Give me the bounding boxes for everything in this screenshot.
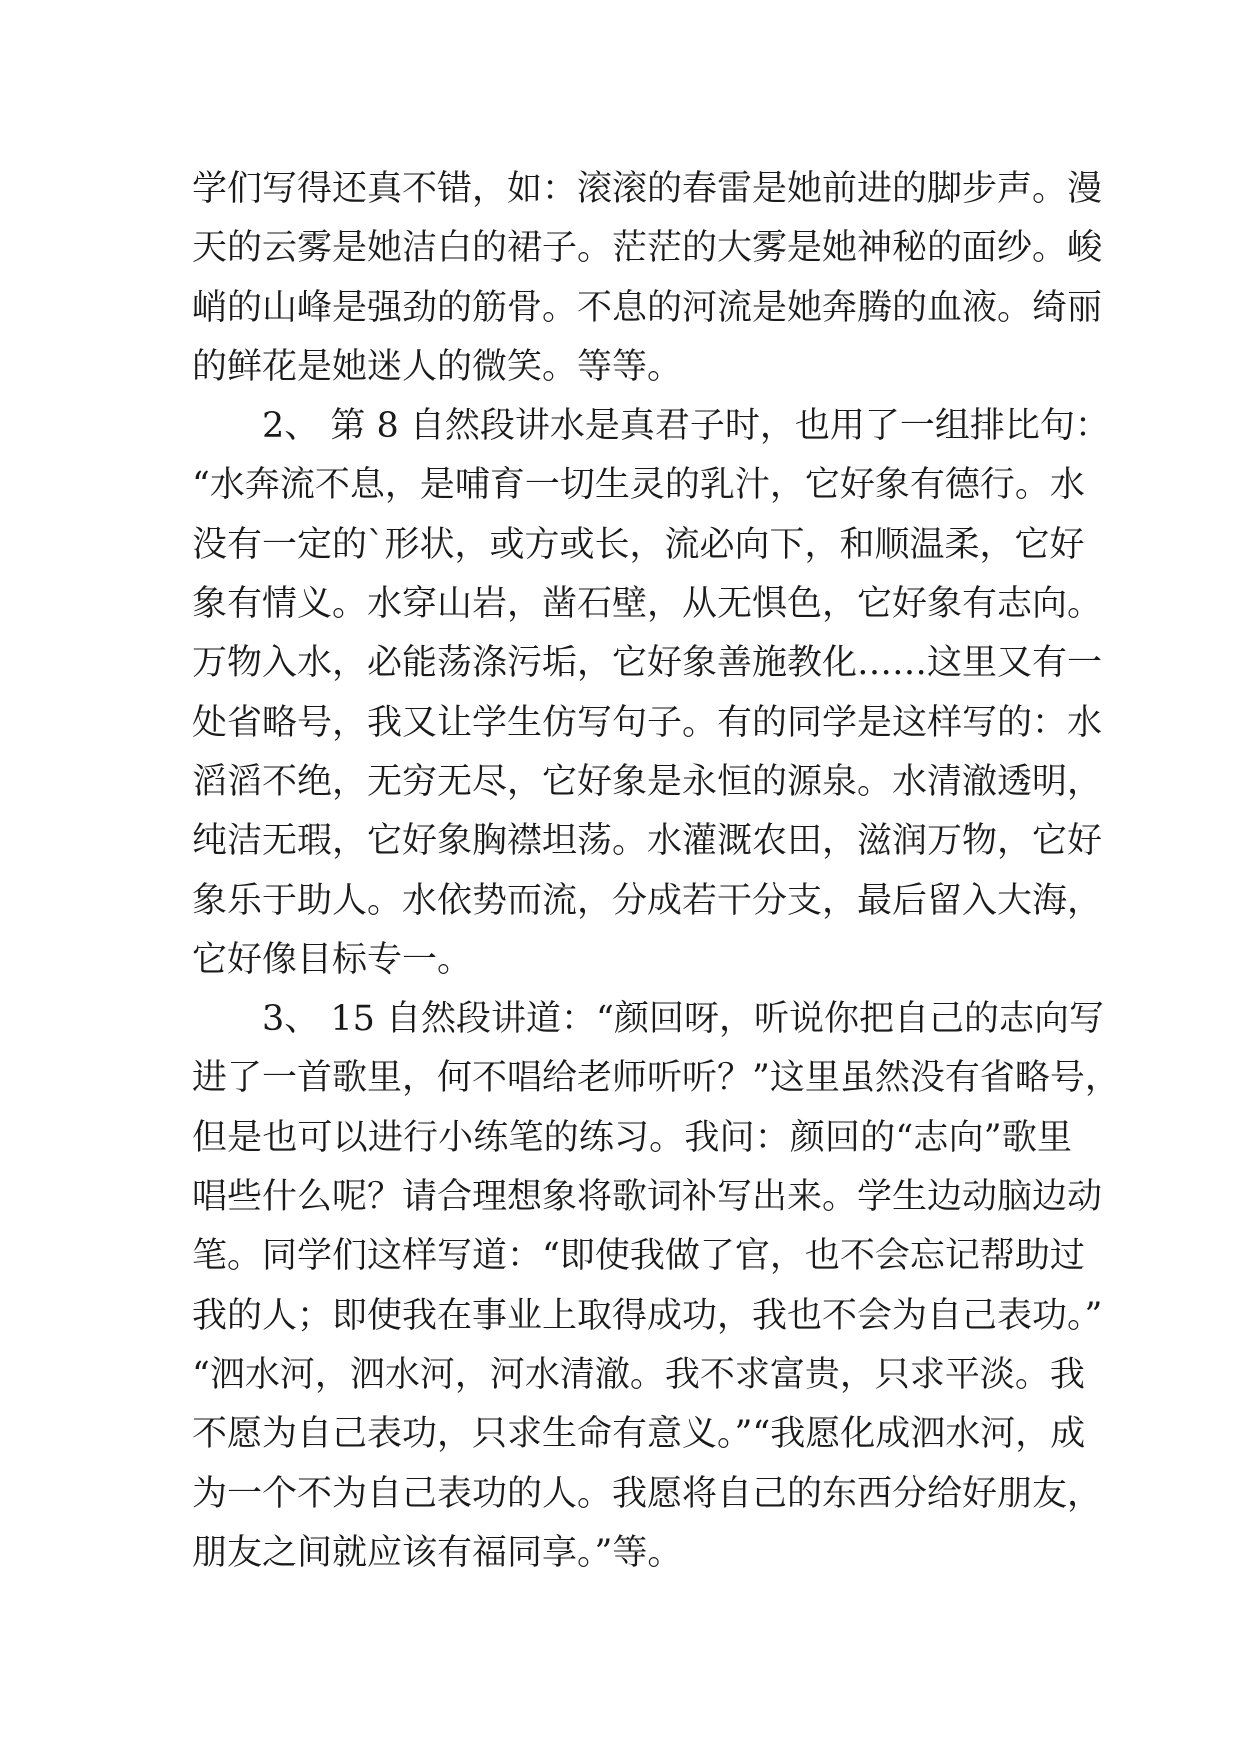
text-line: 唱些什么呢？请合理想象将歌词补写出来。学生边动脑边动 [192, 1177, 1103, 1218]
text-line: “泗水河，泗水河，河水清澈。我不求富贵，只求平淡。我 [192, 1354, 1085, 1395]
text-line: 纯洁无瑕，它好象胸襟坦荡。水灌溉农田，滋润万物，它好 [192, 821, 1103, 862]
text-line: 朋友之间就应该有福同享。”等。 [192, 1532, 683, 1573]
text-line: 2、 第 8 自然段讲水是真君子时，也用了一组排比句： [192, 406, 1110, 447]
text-line: 笔。同学们这样写道：“即使我做了官，也不会忘记帮助过 [192, 1236, 1085, 1277]
text-line: 万物入水，必能荡涤污垢，它好象善施教化……这里又有一 [192, 643, 1103, 684]
text-line: 象乐于助人。水依势而流，分成若干分支，最后留入大海， [192, 880, 1103, 921]
document-body [192, 160, 1120, 1583]
text-line: 它好像目标专一。 [192, 939, 473, 980]
text-line: 天的云雾是她洁白的裙子。茫茫的大雾是她神秘的面纱。峻 [192, 228, 1103, 269]
text-line: 进了一首歌里，何不唱给老师听听？”这里虽然没有省略号， [192, 1058, 1120, 1099]
text-line: 的鲜花是她迷人的微笑。等等。 [192, 346, 683, 387]
text-line: 但是也可以进行小练笔的练习。我问：颜回的“志向”歌里 [192, 1117, 1072, 1158]
text-line: 不愿为自己表功，只求生命有意义。”“我愿化成泗水河，成 [192, 1414, 1086, 1455]
text-line: “水奔流不息，是哺育一切生灵的乳汁，它好象有德行。水 [192, 465, 1085, 506]
text-line: 没有一定的`形状，或方或长，流必向下，和顺温柔，它好 [192, 524, 1085, 565]
text-line: 处省略号，我又让学生仿写句子。有的同学是这样写的：水 [192, 702, 1103, 743]
text-line: 峭的山峰是强劲的筋骨。不息的河流是她奔腾的血液。绮丽 [192, 287, 1103, 328]
text-line: 3、 15 自然段讲道：“颜回呀，听说你把自己的志向写 [192, 999, 1104, 1040]
text-line: 学们写得还真不错，如：滚滚的春雷是她前进的脚步声。漫 [192, 169, 1103, 209]
text-line: 我的人；即使我在事业上取得成功，我也不会为自己表功。” [192, 1295, 1103, 1336]
text-line: 象有情义。水穿山岩，凿石壁，从无惧色，它好象有志向。 [192, 584, 1103, 625]
text-line: 为一个不为自己表功的人。我愿将自己的东西分给好朋友， [192, 1473, 1103, 1514]
text-line: 滔滔不绝，无穷无尽，它好象是永恒的源泉。水清澈透明， [192, 761, 1103, 802]
